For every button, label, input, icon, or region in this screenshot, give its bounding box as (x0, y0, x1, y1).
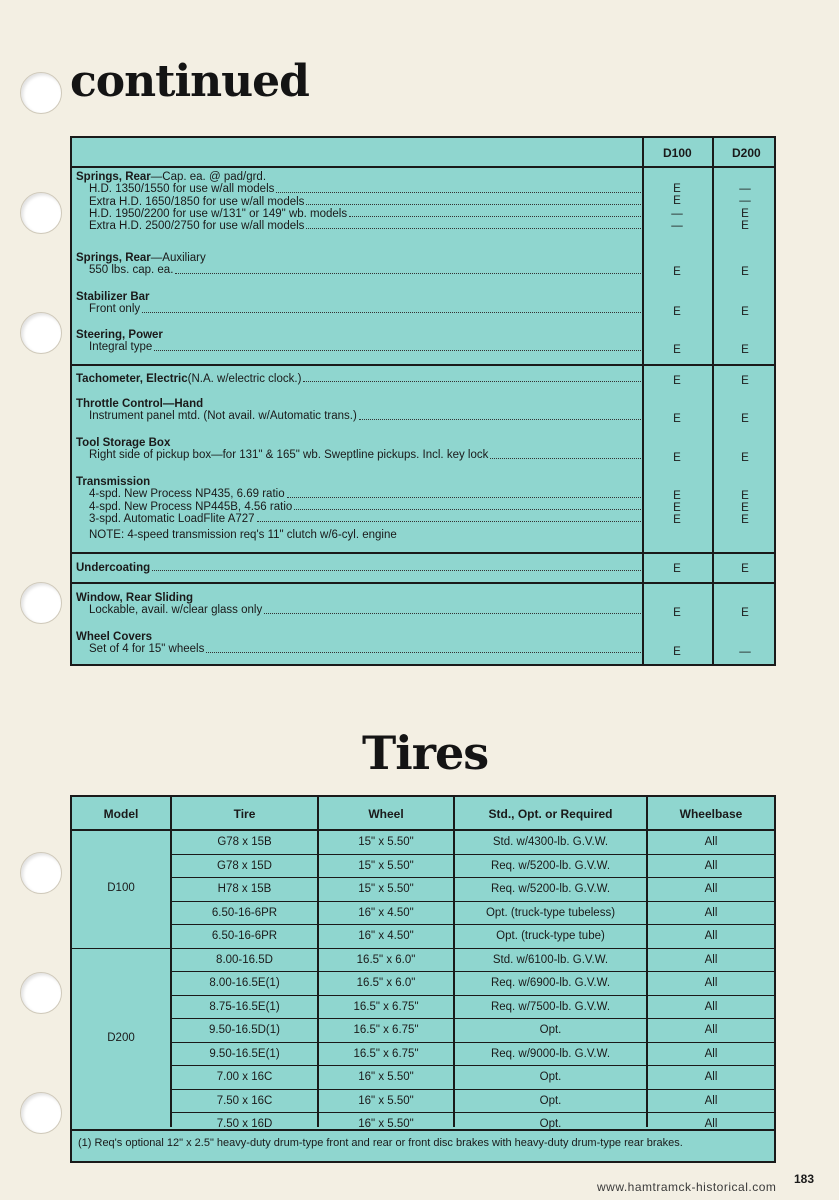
tire-size-cell: 8.00-16.5E(1) (209, 977, 280, 989)
tire-size-cell: 8.75-16.5E(1) (209, 1000, 280, 1013)
section-title-tires: Tires (362, 726, 489, 780)
option-line: Integral type (89, 341, 153, 354)
wheelbase-cell: All (704, 836, 718, 848)
requirement-cell: Req. w/5200-lb. G.V.W. (490, 883, 611, 895)
requirement-cell: Opt. (539, 1094, 562, 1107)
tire-size-cell: 9.50-16.5D(1) (209, 1024, 280, 1036)
wheel-size-cell: 16.5" x 6.75" (353, 1024, 419, 1036)
page-title: continued (70, 56, 309, 107)
wheel-size-cell: 16.5" x 6.0" (356, 953, 416, 966)
column-header-tire: Tire (233, 807, 256, 821)
option-heading-suffix: (N.A. w/electric clock.) (187, 373, 302, 385)
option-heading-suffix: —Hand (162, 398, 204, 410)
option-group (76, 592, 642, 617)
d100-mark: E (673, 306, 681, 318)
wheel-size-cell: 16" x 5.50" (358, 1118, 414, 1130)
d100-mark: E (673, 413, 681, 425)
tire-size-cell: G78 x 15B (217, 836, 272, 848)
option-heading: Springs, Rear (76, 171, 151, 183)
d200-mark: — (739, 195, 751, 207)
option-heading: Throttle Control (76, 398, 163, 410)
option-line: 4-spd. New Process NP445B, 4.56 ratio (89, 500, 293, 513)
binder-hole (20, 852, 62, 894)
d200-mark: E (741, 490, 749, 502)
watermark: www.hamtramck-historical.com (597, 1180, 777, 1194)
d100-mark: E (673, 183, 681, 195)
requirement-cell: Opt. (539, 1118, 562, 1130)
requirement-cell: Opt. (truck-type tube) (496, 930, 605, 942)
binder-hole (20, 582, 62, 624)
requirement-cell: Std. w/4300-lb. G.V.W. (492, 836, 609, 848)
d100-mark: E (673, 502, 681, 514)
option-group (76, 373, 642, 385)
column-header-wheelbase: Wheelbase (679, 807, 743, 821)
wheel-size-cell: 15" x 5.50" (358, 836, 414, 848)
wheelbase-cell: All (704, 883, 718, 895)
option-line: Extra H.D. 2500/2750 for use w/all models (89, 220, 305, 233)
d200-mark: E (741, 452, 749, 464)
option-heading: Tachometer, Electric (76, 373, 188, 385)
option-group (76, 398, 642, 423)
wheelbase-cell: All (704, 906, 718, 919)
binder-hole (20, 972, 62, 1014)
tires-footnote: (1) Req's optional 12" x 2.5" heavy-duty drum-type front and rear or front disc brakes with heavy-duty drum-type rear brakes. (78, 1137, 683, 1149)
option-group (76, 329, 642, 354)
wheelbase-cell: All (704, 953, 718, 966)
option-group (76, 291, 642, 316)
tire-size-cell: 8.00-16.5D (216, 953, 273, 966)
tire-size-cell: 7.50 x 16C (216, 1094, 273, 1107)
d200-mark: E (741, 413, 749, 425)
option-heading-suffix: —Auxiliary (150, 252, 206, 264)
wheel-size-cell: 16.5" x 6.75" (353, 1000, 419, 1013)
page-number: 183 (794, 1172, 815, 1186)
wheelbase-cell: All (704, 1024, 718, 1036)
tire-size-cell: H78 x 15B (217, 883, 272, 895)
wheel-size-cell: 16" x 4.50" (358, 906, 414, 919)
wheel-size-cell: 16.5" x 6.0" (356, 977, 416, 989)
requirement-cell: Req. w/6900-lb. G.V.W. (490, 977, 611, 989)
option-heading: Undercoating (76, 562, 151, 574)
column-header-d200: D200 (732, 146, 761, 160)
d200-mark: E (741, 266, 749, 278)
wheel-size-cell: 15" x 5.50" (358, 883, 414, 895)
d100-mark: E (673, 195, 681, 207)
binder-hole (20, 312, 62, 354)
d100-mark: E (673, 344, 681, 356)
wheelbase-cell: All (704, 1094, 718, 1107)
tires-table (70, 795, 776, 1163)
d100-mark: E (673, 266, 681, 278)
wheel-size-cell: 16" x 4.50" (358, 930, 414, 942)
option-line: Instrument panel mtd. (Not avail. w/Automatic trans.) (89, 410, 357, 423)
option-heading: Stabilizer Bar (76, 291, 150, 303)
d200-mark: E (741, 514, 749, 526)
d100-mark: — (671, 208, 683, 220)
option-line: H.D. 1350/1550 for use w/all models (89, 183, 275, 196)
option-group (76, 252, 642, 277)
d100-mark: E (673, 607, 681, 619)
requirement-cell: Req. w/9000-lb. G.V.W. (490, 1047, 611, 1060)
option-group (76, 631, 642, 656)
d200-mark: — (739, 646, 751, 658)
model-label-d200: D200 (107, 1032, 135, 1044)
binder-hole (20, 1092, 62, 1134)
option-group (76, 437, 642, 462)
d100-mark: E (673, 490, 681, 502)
d100-mark: E (673, 514, 681, 526)
tire-size-cell: 9.50-16.5E(1) (209, 1047, 280, 1060)
option-line: Right side of pickup box—for 131" & 165" wb. Sweptline pickups. Incl. key lock (89, 449, 489, 462)
wheelbase-cell: All (704, 977, 718, 989)
wheel-size-cell: 16" x 5.50" (358, 1094, 414, 1107)
option-heading: Steering, Power (76, 329, 163, 341)
d200-mark: E (741, 306, 749, 318)
option-note: NOTE: 4-speed transmission req's 11" clutch w/6-cyl. engine (89, 529, 397, 542)
d100-mark: E (673, 563, 681, 575)
wheelbase-cell: All (704, 859, 718, 872)
tire-size-cell: 6.50-16-6PR (211, 930, 278, 942)
tire-size-cell: 6.50-16-6PR (211, 906, 278, 919)
option-line: 3-spd. Automatic LoadFlite A727 (89, 512, 255, 525)
option-group (76, 171, 642, 232)
option-line: Lockable, avail. w/clear glass only (89, 604, 263, 617)
option-line: Extra H.D. 1650/1850 for use w/all models (89, 195, 305, 208)
d100-mark: E (673, 646, 681, 658)
column-header-model: Model (103, 807, 139, 821)
column-header-requirement: Std., Opt. or Required (488, 807, 613, 821)
option-line: 4-spd. New Process NP435, 6.69 ratio (89, 488, 285, 501)
model-label-d100: D100 (107, 882, 135, 894)
d200-mark: E (741, 220, 749, 232)
wheelbase-cell: All (704, 1047, 718, 1060)
wheel-size-cell: 15" x 5.50" (358, 859, 414, 872)
option-line: 550 lbs. cap. ea. (89, 264, 174, 277)
d200-mark: E (741, 502, 749, 514)
d200-mark: — (739, 183, 751, 195)
option-line: Front only (89, 303, 141, 316)
binder-hole (20, 72, 62, 114)
tire-size-cell: 7.00 x 16C (216, 1071, 273, 1083)
options-table (70, 136, 776, 666)
binder-hole (20, 192, 62, 234)
d200-mark: E (741, 607, 749, 619)
requirement-cell: Req. w/5200-lb. G.V.W. (490, 859, 611, 872)
wheelbase-cell: All (704, 930, 718, 942)
column-header-wheel: Wheel (368, 807, 404, 821)
d200-mark: E (741, 563, 749, 575)
requirement-cell: Std. w/6100-lb. G.V.W. (492, 953, 609, 966)
d100-mark: — (671, 220, 683, 232)
option-group (76, 562, 642, 574)
wheelbase-cell: All (704, 1000, 718, 1013)
d200-mark: E (741, 375, 749, 387)
column-header-d100: D100 (663, 146, 692, 160)
tire-size-cell: G78 x 15D (217, 859, 272, 872)
option-heading: Window, Rear Sliding (76, 592, 194, 604)
d200-mark: E (741, 344, 749, 356)
option-group (76, 476, 642, 541)
option-heading: Transmission (76, 476, 151, 488)
wheel-size-cell: 16" x 5.50" (358, 1071, 414, 1083)
d100-mark: E (673, 452, 681, 464)
option-line: H.D. 1950/2200 for use w/131" or 149" wb. models (89, 207, 348, 220)
option-heading: Springs, Rear (76, 252, 151, 264)
option-line: Set of 4 for 15" wheels (89, 643, 205, 656)
option-heading: Tool Storage Box (76, 437, 171, 449)
d100-mark: E (673, 375, 681, 387)
requirement-cell: Opt. (539, 1024, 562, 1036)
requirement-cell: Req. w/7500-lb. G.V.W. (490, 1000, 611, 1013)
option-heading: Wheel Covers (76, 631, 153, 643)
d200-mark: E (741, 208, 749, 220)
wheelbase-cell: All (704, 1071, 718, 1083)
wheel-size-cell: 16.5" x 6.75" (353, 1047, 419, 1060)
requirement-cell: Opt. (539, 1071, 562, 1083)
tire-size-cell: 7.50 x 16D (216, 1118, 273, 1130)
requirement-cell: Opt. (truck-type tubeless) (485, 906, 616, 919)
option-heading-suffix: —Cap. ea. @ pad/grd. (150, 171, 267, 183)
wheelbase-cell: All (704, 1118, 718, 1130)
